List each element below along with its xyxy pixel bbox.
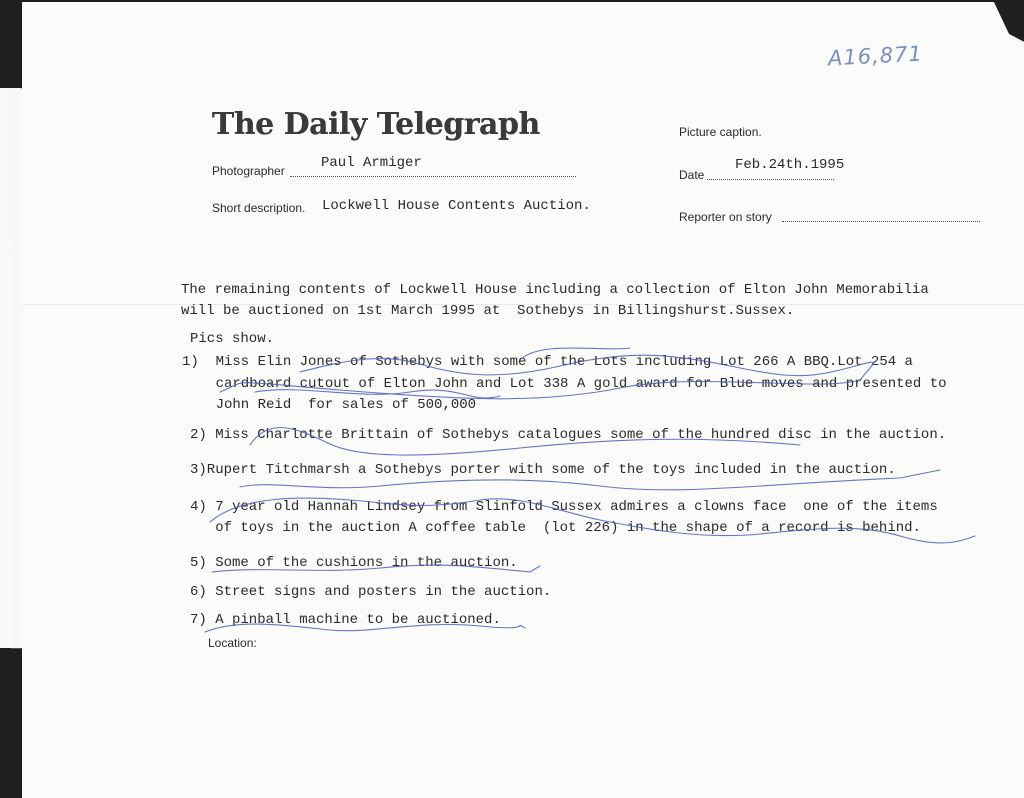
pics-show-heading: Pics show. <box>190 331 275 347</box>
item-3-line-1: 3)Rupert Titchmarsh a Sothebys porter with some of the toys included in the auction. <box>190 462 896 478</box>
item-2-line-1: 2) Miss Charlotte Brittain of Sothebys catalogues some of the hundred disc in the auction. <box>190 427 947 443</box>
short-description-value: Lockwell House Contents Auction. <box>322 198 591 214</box>
item-1-line-1: 1) Miss Elin Jones of Sothebys with some of the Lots including Lot 266 A BBQ.Lot 254 a <box>182 354 913 370</box>
item-7-line-1: 7) A pinball machine to be auctioned. <box>190 612 501 628</box>
intro-line-2: will be auctioned on 1st March 1995 at Sothebys in Billingshurst.Sussex. <box>181 303 795 319</box>
location-label: Location: <box>208 636 257 650</box>
photographer-dotted-line <box>290 176 576 177</box>
reporter-label: Reporter on story <box>679 210 772 224</box>
photographer-label: Photographer <box>212 164 285 178</box>
date-value: Feb.24th.1995 <box>735 157 845 173</box>
item-5-line-1: 5) Some of the cushions in the auction. <box>190 555 518 571</box>
handwritten-reference-number: A16,871 <box>827 41 924 71</box>
picture-caption-label: Picture caption. <box>679 125 762 139</box>
intro-line-1: The remaining contents of Lockwell House including a collection of Elton John Memorabilia <box>181 282 929 298</box>
item-1-line-3: John Reid for sales of 500,000 <box>182 397 477 413</box>
photographer-value: Paul Armiger <box>321 155 422 171</box>
item-1-line-2: cardboard cutout of Elton John and Lot 338 A gold award for Blue moves and presented to <box>182 376 947 392</box>
newspaper-masthead: The Daily Telegraph <box>212 107 540 142</box>
item-4-line-2: of toys in the auction A coffee table (lot 226) in the shape of a record is behind. <box>190 520 921 536</box>
item-6-line-1: 6) Street signs and posters in the auction. <box>190 584 552 600</box>
item-4-line-1: 4) 7 year old Hannah Lindsey from Slinfold Sussex admires a clowns face one of the items <box>190 499 938 515</box>
date-label: Date <box>679 168 705 182</box>
reporter-dotted-line <box>782 221 980 222</box>
date-dotted-line <box>707 179 834 180</box>
short-description-label: Short description. <box>212 201 306 215</box>
